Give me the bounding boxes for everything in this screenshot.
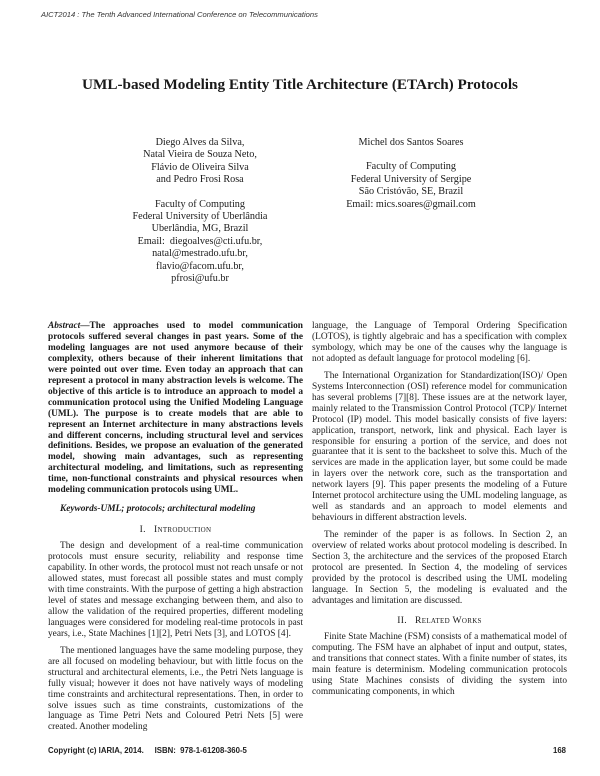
paragraph: The mentioned languages have the same modeling purpose, they are all focused on modeling behaviour, but with little focus on the structural and architectural elements, i.e., the Petri Nets language is fully visual; however it does not have natively ways of modeling time constraints and architectural representations. Then, in order to solve issues such as time constraints, customizations of the language as Time Petri Nets and Coloured Petri Nets [5] were created. Another modeling [48, 645, 303, 733]
paragraph: The design and development of a real-time communication protocols must ensure security, reliability and response time capability. In other words, the protocol must not reach unsafe or not allowed states, must forecast all possible states and must comply with time constraints. With the purpose of getting a high abstraction level of states and message exchanging between them, and also to allow the validation of the required properties, different modeling languages were considered for modeling real-time protocols in past years, i.e., State Machines [1][2], Petri Nets [3], and LOTOS [4]. [48, 541, 303, 639]
email-line: Email: mics.soares@gmail.com [346, 198, 476, 210]
abstract [48, 321, 303, 496]
section-heading-introduction [48, 525, 303, 536]
section-title: Related Works [415, 614, 482, 626]
section-number: I. [139, 524, 146, 536]
email-line: Email: diegoalves@cti.ufu.br, [137, 235, 263, 247]
section-title: Introduction [153, 524, 212, 536]
keywords: Keywords-UML; protocols; architectural modeling [60, 504, 256, 515]
page-number: 168 [553, 746, 567, 755]
abstract-text: —The approaches used to model communication protocols suffered several changes in past years. Some of the modeling languages are not used anymore because of their complexity, others because of their inherent limitations that were pointed out over time. Even today an approach that can represent a protocol in many abstraction levels is welcome. The objective of this article is to introduce an approach to model a communication protocol using the Unified Modeling Language (UML). The purpose is to create models that are able to represent an Internet architecture in many abstractions levels and different concerns, including structural level and services definitions. Besides, we propose an evaluation of the generated model, showing main advantages, such as representing architectural modeling, and limitations, such as representing time, non-functional constraints and physical resources when modeling communication protocols using UML. [48, 321, 303, 496]
paragraph: The International Organization for Standardization(ISO)/ Open Systems Interconnection (OSI) reference model for communication has several problems [7][8]. These issues are at the network layer, mainly related to the Transmission Control Protocol (TCP)/ Internet Protocol (IP) model. This model basically consists of five layers: application, transport, network, link and physical. Each layer is responsible for ensuring a portion of the service, and does not guarantee that it is sent to the backsheet to solve this. Much of the services are made in the application layer, but some could be made in layers over the network core, such as the transportation and network layers [9]. This paper presents the modeling of a Future Internet protocol architecture using the UML modeling language, as well as standards and an approach to model elements and behaviours in different abstraction levels. [312, 370, 567, 524]
authors-left [100, 137, 300, 285]
affiliation-line: São Cristóvão, SE, Brazil [358, 186, 464, 198]
affiliation-line: Faculty of Computing [155, 198, 245, 210]
left-column [48, 321, 303, 739]
author-name: Diego Alves da Silva, [155, 137, 245, 148]
author-name: Michel dos Santos Soares [358, 137, 464, 148]
section-heading-related-works [312, 616, 567, 627]
email-line: flavio@facom.ufu.br, [156, 260, 244, 272]
right-column [312, 321, 567, 704]
author-name: Flávio de Oliveira Silva [151, 161, 249, 173]
author-name: Natal Vieira de Souza Neto, [143, 149, 257, 161]
affiliation-line: Uberlândia, MG, Brazil [151, 223, 249, 235]
paragraph: The reminder of the paper is as follows. In Section 2, an overview of related works about protocol modeling is described. In Section 3, the architecture and the services of the proposed Etarch protocol are presented. In Section 4, the modeling of services provided by the protocol is described using the UML modeling language. In Section 5, the modeling is evaluated and the advantages and limitation are discussed. [312, 530, 567, 606]
authors-right [311, 137, 511, 211]
section-number: II. [397, 614, 407, 626]
paragraph: language, the Language of Temporal Ordering Specification (LOTOS), is tightly algebraic and has a specification with complex symbology, which may be one of the causes why the language is not adopted as default language for protocol modeling [6]. [312, 321, 567, 364]
email-line: pfrosi@ufu.br [171, 273, 229, 285]
affiliation-line: Federal University of Uberlândia [132, 211, 268, 223]
affiliation-line: Federal University of Sergipe [350, 173, 472, 185]
paragraph: Finite State Machine (FSM) consists of a mathematical model of computing. The FSM have an alphabet of input and output, states, and transitions that connect states. With a finite number of states, its main feature is determinism. Modeling communication protocols using State Machines consists of dividing the system into communicating components, in which [312, 631, 567, 697]
author-name: and Pedro Frosi Rosa [156, 174, 244, 186]
running-header: AICT2014 : The Tenth Advanced International Conference on Telecommunications [41, 10, 318, 19]
paper-title: UML-based Modeling Entity Title Architecture (ETArch) Protocols [82, 76, 518, 93]
abstract-label: Abstract [48, 321, 81, 331]
email-line: natal@mestrado.ufu.br, [152, 248, 248, 260]
footer-copyright: Copyright (c) IARIA, 2014. ISBN: 978-1-61208-360-5 [48, 746, 247, 755]
affiliation-line: Faculty of Computing [366, 161, 456, 173]
